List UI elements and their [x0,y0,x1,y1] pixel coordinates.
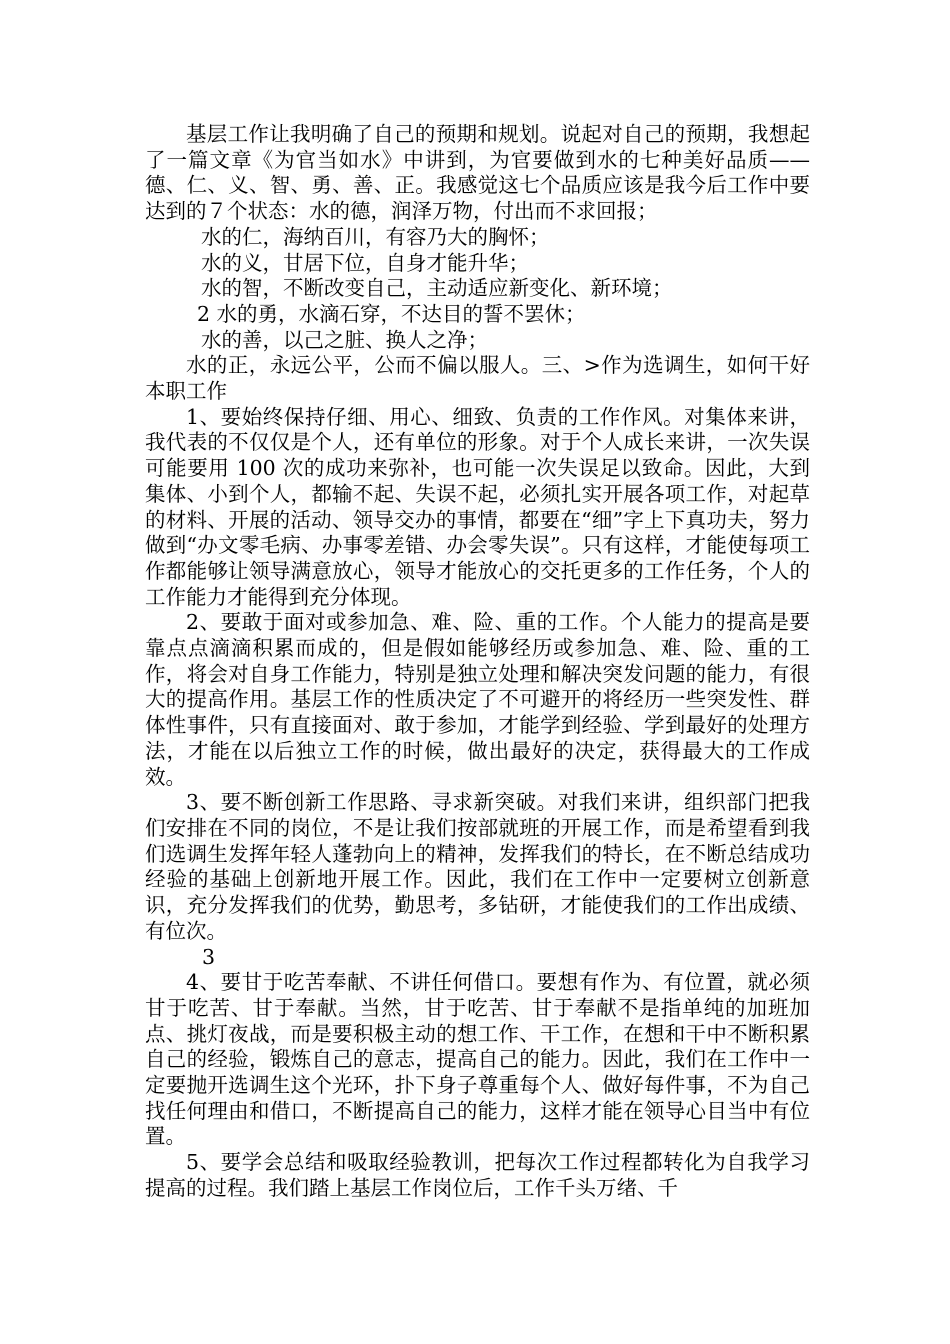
paragraph-point-2: 2、要敢于面对或参加急、难、险、重的工作。个人能力的提高是要靠点点滴滴积累而成的，但是假如能够经历或参加急、难、险、重的工作，将会对自身工作能力，特别是独立处理和解决突发问题的能力，有很大的提高作用。基层工作的性质决定了不可避开的将经历一些突发性、群体性事件，只有直接面对、敢于参加，才能学到经验、学到最好的处理方法，才能在以后独立工作的时候，做出最好的决定，获得最大的工作成效。 [145,610,810,789]
list-line-ren: 水的仁，海纳百川，有容乃大的胸怀； [201,224,550,249]
paragraph-intro: 基层工作让我明确了自己的预期和规划。说起对自己的预期，我想起了一篇文章《为官当如水》中讲到，为官要做到水的七种美好品质——德、仁、义、智、勇、善、正。我感觉这七个品质应该是我今后工作中要达到的７个状态：水的德，润泽万物，付出而不求回报； [145,122,810,224]
list-line-yi: 水的义，甘居下位，自身才能升华； [201,250,529,275]
document-body [145,122,810,1202]
list-line-zhi: 水的智，不断改变自己，主动适应新变化、新环境； [201,276,673,301]
page-number: 3 [202,944,216,969]
list-line-shan: 水的善，以己之脏、换人之净； [201,327,488,352]
paragraph-point-4: 4、要甘于吃苦奉献、不讲任何借口。要想有作为、有位置，就必须甘于吃苦、甘于奉献。当然，甘于吃苦、甘于奉献不是指单纯的加班加点、挑灯夜战，而是要积极主动的想工作、干工作，在想和干中不断积累自己的经验，锻炼自己的意志，提高自己的能力。因此，我们在工作中一定要抛开选调生这个光环，扑下身子尊重每个人、做好每件事，不为自己找任何理由和借口，不断提高自己的能力，这样才能在领导心目当中有位置。 [145,970,810,1149]
paragraph-point-3: 3、要不断创新工作思路、寻求新突破。对我们来讲，组织部门把我们安排在不同的岗位，不是让我们按部就班的开展工作，而是希望看到我们选调生发挥年轻人蓬勃向上的精神，发挥我们的特长，在不断总结成功经验的基础上创新地开展工作。因此，我们在工作中一定要树立创新意识，充分发挥我们的优势，勤思考，多钻研，才能使我们的工作出成绩、有位次。 [145,790,810,943]
paragraph-zheng-heading: 水的正，永远公平，公而不偏以服人。三、>作为选调生，如何干好本职工作 [145,353,810,404]
paragraph-point-5: 5、要学会总结和吸取经验教训，把每次工作过程都转化为自我学习提高的过程。我们踏上基层工作岗位后，工作千头万绪、千 [145,1150,810,1200]
paragraph-point-1: 1、要始终保持仔细、用心、细致、负责的工作作风。对集体来讲，我代表的不仅仅是个人，还有单位的形象。对于个人成长来讲，一次失误可能要用 100 次的成功来弥补，也可能一次失误足以致命。因此，大到集体、小到个人，都输不起、失误不起，必须扎实开展各项工作，对起草的材料、开展的活动、领导交办的事情，都要在“细”字上下真功夫，努力做到“办文零毛病、办事零差错、办会零失误”。只有这样，才能使每项工作都能够让领导满意放心，领导才能放心的交托更多的工作任务，个人的工作能力才能得到充分体现。 [145,404,810,609]
list-line-yong: 2 水的勇，水滴石穿，不达目的誓不罢休； [197,301,586,326]
